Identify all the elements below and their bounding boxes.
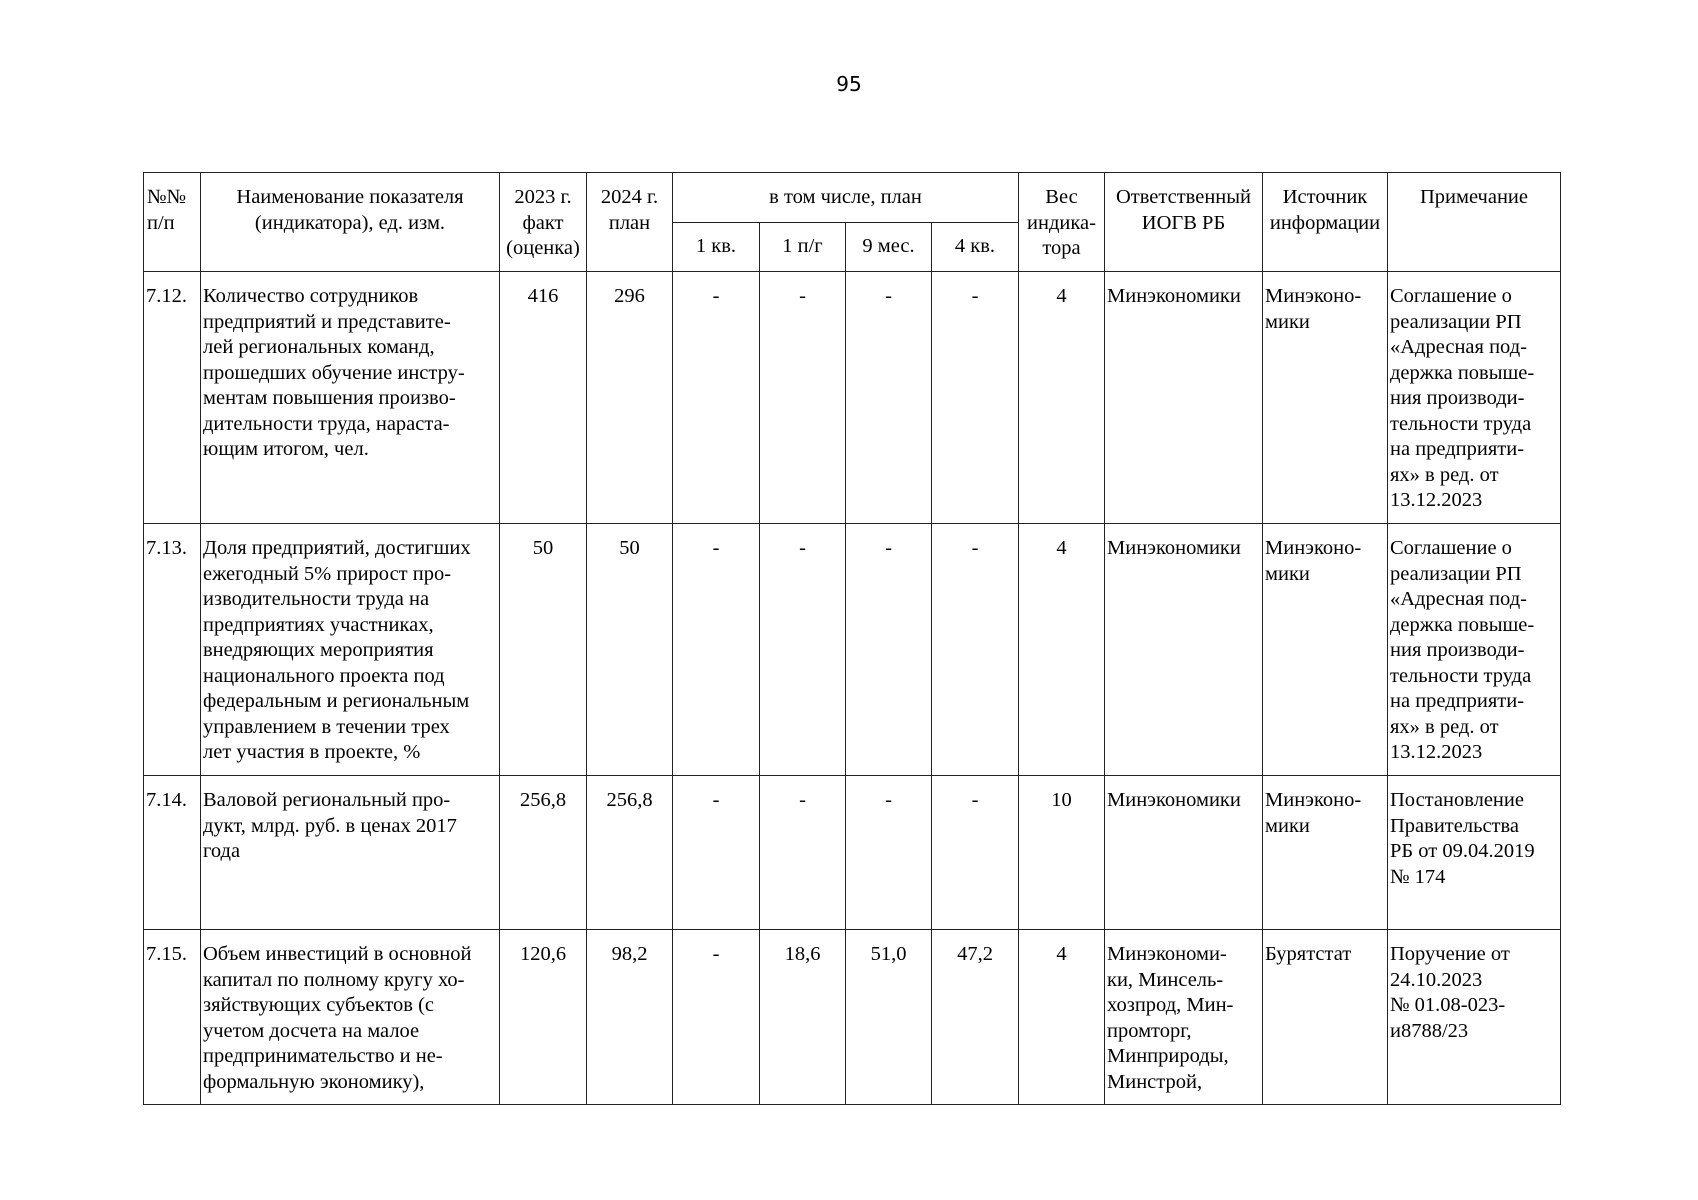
row-name-line: дукт, млрд. руб. в ценах 2017 [203, 814, 457, 837]
row-source [1263, 272, 1388, 524]
row-responsible [1105, 930, 1263, 1105]
row-name-line: Объем инвестиций в основной [203, 943, 472, 965]
row-num: 7.15. [144, 930, 201, 1105]
row-note-line: «Адресная под- [1390, 336, 1527, 358]
header-q1: 1 кв. [673, 223, 760, 272]
page-number: 95 [836, 72, 862, 96]
header-weight-line: индика- [1027, 211, 1096, 234]
row-note [1388, 524, 1561, 776]
row-responsible-line: Минэкономики [1107, 537, 1241, 559]
row-name-line: лет участия в проекте, % [203, 741, 421, 763]
row-note [1388, 272, 1561, 524]
row-h1: 18,6 [760, 930, 846, 1105]
row-name-line: Количество сотрудников [203, 285, 419, 307]
row-h1: - [760, 524, 846, 776]
row-name-line: изводительности труда на [203, 588, 430, 610]
row-responsible-line: Минстрой, [1107, 1070, 1203, 1093]
row-note-line: ях» в ред. от [1390, 463, 1499, 486]
row-responsible-line: Минэкономики [1107, 789, 1241, 811]
header-weight-line: Вес [1045, 186, 1078, 208]
row-source-line: Бурятстат [1265, 943, 1352, 965]
row-name-line: капитал по полному кругу хо- [203, 968, 465, 991]
header-2024-line: план [608, 211, 651, 234]
header-2023-line: (оценка) [506, 237, 580, 259]
row-9m: 51,0 [846, 930, 932, 1105]
header-responsible-line: Ответственный [1115, 186, 1252, 208]
row-num: 7.14. [144, 776, 201, 930]
header-9m: 9 мес. [846, 223, 932, 272]
indicators-table [143, 172, 1561, 1105]
row-2024: 98,2 [587, 930, 673, 1105]
row-name-line: прошедших обучение инстру- [203, 361, 465, 384]
row-weight: 4 [1019, 272, 1105, 524]
row-name-line: Доля предприятий, достигших [203, 537, 471, 559]
header-name-line: (индикатора), ед. изм. [254, 211, 446, 234]
header-num-line: п/п [147, 211, 175, 234]
row-source [1263, 776, 1388, 930]
row-name-line: федеральным и региональным [203, 690, 470, 712]
row-2023: 416 [500, 272, 587, 524]
row-9m: - [846, 524, 932, 776]
row-name-line: дительности труда, нараста- [203, 412, 450, 435]
row-2023: 120,6 [500, 930, 587, 1105]
header-2023-line: 2023 г. [514, 186, 572, 208]
row-note-line: Правительства [1390, 814, 1520, 837]
header-h1: 1 п/г [760, 223, 846, 272]
header-responsible-line: ИОГВ РБ [1141, 211, 1226, 234]
row-name-line: предприятиях участниках, [203, 613, 434, 636]
row-note-line: Соглашение о [1390, 537, 1512, 559]
table-row [144, 930, 1561, 1105]
row-note-line: «Адресная под- [1390, 588, 1527, 610]
row-note-line: на предприяти- [1390, 438, 1525, 460]
row-q4: - [932, 272, 1019, 524]
row-note-line: держка повыше- [1390, 361, 1535, 384]
row-responsible-line: Минэкономи- [1107, 943, 1227, 965]
row-h1: - [760, 776, 846, 930]
header-num-line: №№ [147, 186, 187, 208]
row-name-line: предпринимательство и не- [203, 1045, 443, 1067]
row-source-line: мики [1265, 562, 1310, 585]
row-note-line: и8788/23 [1390, 1019, 1469, 1042]
row-responsible [1105, 776, 1263, 930]
row-2023: 50 [500, 524, 587, 776]
row-weight: 4 [1019, 930, 1105, 1105]
row-name-line: предприятий и представите- [203, 310, 451, 333]
row-responsible [1105, 272, 1263, 524]
row-name-line: зяйствующих субъектов (с [203, 994, 435, 1016]
header-weight-line: тора [1042, 237, 1081, 259]
row-9m: - [846, 776, 932, 930]
row-note [1388, 930, 1561, 1105]
row-name-line: ежегодный 5% прирост про- [203, 562, 452, 585]
row-name-line: национального проекта под [203, 664, 445, 687]
row-2024: 296 [587, 272, 673, 524]
row-note-line: на предприяти- [1390, 690, 1525, 712]
row-source-line: Минэконо- [1265, 537, 1362, 559]
row-note-line: 24.10.2023 [1390, 968, 1483, 991]
row-q1: - [673, 776, 760, 930]
row-note-line: 13.12.2023 [1390, 741, 1483, 763]
row-name-line: Валовой региональный про- [203, 789, 451, 811]
header-incl-plan: в том числе, план [673, 173, 1019, 223]
row-num: 7.13. [144, 524, 201, 776]
row-name-line: лей региональных команд, [203, 336, 435, 358]
row-note [1388, 776, 1561, 930]
row-num: 7.12. [144, 272, 201, 524]
table-row [144, 524, 1561, 776]
row-source [1263, 930, 1388, 1105]
row-name-line: внедряющих мероприятия [203, 639, 434, 661]
header-source [1263, 173, 1388, 272]
row-note-line: № 174 [1390, 865, 1446, 888]
row-source-line: мики [1265, 814, 1310, 837]
table-row [144, 776, 1561, 930]
row-2024: 256,8 [587, 776, 673, 930]
header-2024-line: 2024 г. [600, 186, 659, 208]
row-2023: 256,8 [500, 776, 587, 930]
row-note-line: тельности труда [1390, 664, 1532, 687]
row-responsible-line: ки, Минсель- [1107, 968, 1224, 991]
row-source [1263, 524, 1388, 776]
row-note-line: Поручение от [1390, 943, 1510, 965]
row-9m: - [846, 272, 932, 524]
row-q1: - [673, 272, 760, 524]
row-name-line: управлением в течении трех [203, 715, 450, 738]
row-name [201, 776, 500, 930]
row-source-line: Минэконо- [1265, 285, 1362, 307]
row-q4: 47,2 [932, 930, 1019, 1105]
row-responsible-line: Минприроды, [1107, 1045, 1229, 1067]
row-weight: 4 [1019, 524, 1105, 776]
row-name-line: формальную экономику), [203, 1070, 425, 1093]
row-name [201, 272, 500, 524]
row-weight: 10 [1019, 776, 1105, 930]
header-name [201, 173, 500, 272]
row-name [201, 930, 500, 1105]
header-responsible [1105, 173, 1263, 272]
row-source-line: мики [1265, 310, 1310, 333]
row-name [201, 524, 500, 776]
row-note-line: ях» в ред. от [1390, 715, 1499, 738]
row-note-line: реализации РП [1390, 310, 1522, 333]
row-note-line: держка повыше- [1390, 613, 1535, 636]
header-num [144, 173, 201, 272]
header-q4: 4 кв. [932, 223, 1019, 272]
row-note-line: № 01.08-023- [1390, 994, 1506, 1016]
row-responsible-line: промторг, [1107, 1019, 1192, 1042]
header-weight [1019, 173, 1105, 272]
row-note-line: тельности труда [1390, 412, 1532, 435]
header-2024 [587, 173, 673, 272]
row-2024: 50 [587, 524, 673, 776]
row-responsible-line: Минэкономики [1107, 285, 1241, 307]
row-name-line: учетом досчета на малое [203, 1019, 420, 1042]
row-q4: - [932, 776, 1019, 930]
row-responsible-line: хозпрод, Мин- [1107, 994, 1234, 1016]
row-h1: - [760, 272, 846, 524]
row-note-line: реализации РП [1390, 562, 1522, 585]
row-q4: - [932, 524, 1019, 776]
header-2023 [500, 173, 587, 272]
row-note-line: Постановление [1390, 789, 1524, 811]
row-note-line: РБ от 09.04.2019 [1390, 840, 1535, 862]
header-2023-line: факт [522, 211, 564, 234]
table-header [144, 173, 1561, 272]
header-name-line: Наименование показателя [236, 186, 464, 208]
header-note: Примечание [1388, 173, 1561, 272]
header-source-line: информации [1269, 211, 1381, 234]
row-note-line: ния производи- [1390, 387, 1525, 409]
row-name-line: ментам повышения произво- [203, 387, 456, 409]
row-name-line: ющим итогом, чел. [203, 438, 369, 460]
table-row [144, 272, 1561, 524]
header-source-line: Источник [1282, 186, 1368, 208]
row-source-line: Минэконо- [1265, 789, 1362, 811]
row-note-line: ния производи- [1390, 639, 1525, 661]
table-body [144, 272, 1561, 1105]
row-q1: - [673, 524, 760, 776]
row-responsible [1105, 524, 1263, 776]
row-note-line: 13.12.2023 [1390, 489, 1483, 511]
row-note-line: Соглашение о [1390, 285, 1512, 307]
row-q1: - [673, 930, 760, 1105]
row-name-line: года [203, 840, 241, 862]
